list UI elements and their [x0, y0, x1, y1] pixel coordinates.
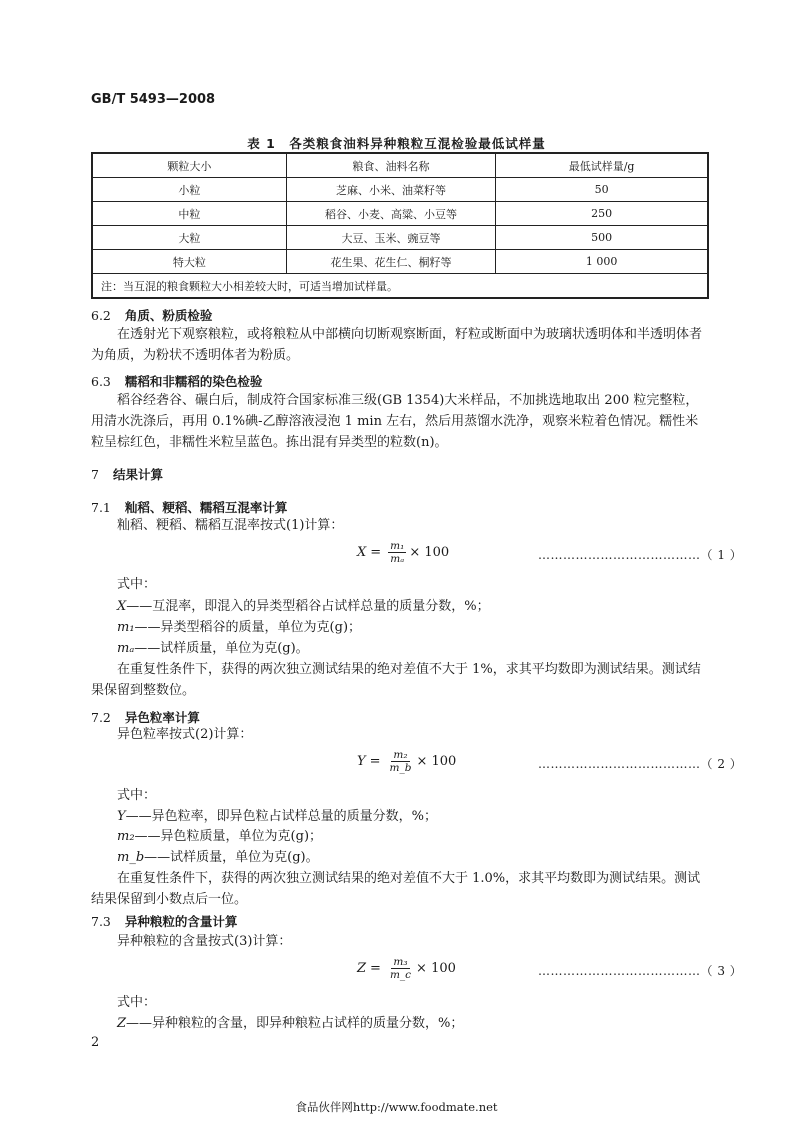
table-row — [92, 202, 708, 226]
table-cell: 特大粒 — [92, 250, 286, 274]
variable-symbol: Y — [117, 809, 126, 824]
section-title: 籼稻、粳稻、糯稻互混率计算 — [124, 500, 288, 515]
table-cell: 芝麻、小米、油菜籽等 — [286, 178, 495, 202]
table-cell: 大粒 — [92, 226, 286, 250]
fraction — [388, 956, 413, 981]
variable-desc: ——互混率，即混入的异类型稻谷占试样总量的质量分数，%； — [126, 599, 490, 614]
section-6-2-body: 在透射光下观察粮粒，或将粮粒从中部横向切断观察断面，籽粒或断面中为玻璃状透明体和半透明体者为角质，为粉状不透明体者为粉质。 — [91, 327, 703, 363]
formula-multiplier: × 100 — [416, 961, 456, 976]
denominator: m_b — [389, 762, 412, 774]
section-title: 异色粒率计算 — [124, 710, 200, 725]
variable-def — [117, 826, 322, 847]
variable-symbol: mₐ — [117, 641, 135, 656]
where-label: 式中： — [117, 788, 157, 803]
section-title: 结果计算 — [112, 467, 163, 482]
section-7-3-heading — [91, 912, 237, 930]
table-cell: 500 — [496, 226, 708, 250]
fraction — [388, 749, 414, 774]
table-cell: 小粒 — [92, 178, 286, 202]
column-header: 颗粒大小 — [92, 153, 286, 178]
where-label: 式中： — [117, 995, 157, 1010]
min-sample-table — [91, 152, 709, 299]
variable-def — [117, 596, 490, 617]
table-cell: 1 000 — [496, 250, 708, 274]
page-number: 2 — [91, 1035, 100, 1050]
variable-symbol: m₂ — [117, 829, 135, 844]
section-number: 6.3 — [91, 374, 111, 389]
section-title: 糯稻和非糯稻的染色检验 — [124, 374, 263, 389]
table-cell: 花生果、花生仁、桐籽等 — [286, 250, 495, 274]
variable-def — [117, 847, 319, 868]
section-7-1-heading — [91, 498, 287, 516]
variable-def — [117, 806, 437, 827]
variable-symbol: Z — [117, 1016, 127, 1031]
table-cell: 50 — [496, 178, 708, 202]
formula-2: Y = $\frac{\text{m₂}}{m\_b}$ × 100 — [357, 749, 457, 774]
numerator: m₁ — [390, 540, 405, 552]
fraction — [388, 540, 406, 565]
variable-desc: ——异类型稻谷的质量，单位为克(g)； — [134, 620, 362, 635]
equation-number: …………………………………（ 2 ） — [538, 757, 743, 771]
variable-desc: ——异色粒率，即异色粒占试样总量的质量分数，%； — [125, 809, 437, 824]
numerator: m₂ — [393, 749, 408, 761]
variable-def — [117, 638, 309, 659]
section-number: 6.2 — [91, 308, 111, 323]
table-row — [92, 226, 708, 250]
section-number: 7.2 — [91, 710, 111, 725]
section-7-heading — [91, 465, 163, 483]
variable-def — [117, 1013, 463, 1034]
section-number: 7.1 — [91, 500, 111, 515]
standard-number: GB/T 5493—2008 — [91, 92, 216, 107]
formula-2-intro: 异色粒率按式(2)计算： — [117, 727, 253, 742]
table-cell: 稻谷、小麦、高粱、小豆等 — [286, 202, 495, 226]
formula-lhs: X — [357, 545, 367, 560]
table-row — [92, 250, 708, 274]
equation-number: …………………………………（ 3 ） — [538, 964, 743, 978]
variable-symbol: m_b — [117, 850, 145, 865]
section-title: 异种粮粒的含量计算 — [124, 914, 238, 929]
variable-desc: ——试样质量，单位为克(g)。 — [134, 641, 309, 656]
variable-symbol: X — [117, 599, 127, 614]
formula-multiplier: × 100 — [409, 545, 450, 560]
formula-lhs: Z — [357, 961, 367, 976]
table-cell: 中粒 — [92, 202, 286, 226]
formula-3: Z = $\frac{\text{m₃}}{m\_c}$ × 100 — [357, 956, 456, 981]
formula-1: X = $\frac{\text{m₁}}{\text{mₐ}}$ × 100 — [357, 540, 450, 565]
section-number: 7 — [91, 467, 99, 482]
repeatability-note: 在重复性条件下，获得的两次独立测试结果的绝对差值不大于 1.0%，求其平均数即为测试结果。测试结果保留到小数点后一位。 — [91, 871, 701, 907]
section-6-3-body: 稻谷经砻谷、碾白后，制成符合国家标准三级(GB 1354)大米样品，不加挑选地取出 200 粒完整粒，用清水洗涤后，再用 0.1%碘-乙醇溶液浸泡 1 min 左右，然后用蒸馏水洗净，观察米粒着色情况。糯性米粒呈棕红色，非糯性米粒呈蓝色。拣出混有异类型的粒数(n)。 — [91, 393, 699, 450]
column-header: 最低试样量/g — [496, 153, 708, 178]
table-row — [92, 178, 708, 202]
table-header-row — [92, 153, 708, 178]
variable-def — [117, 617, 361, 638]
denominator: m_c — [389, 969, 412, 981]
formula-lhs: Y — [357, 754, 366, 769]
table-note-row — [92, 274, 708, 299]
equation-number: …………………………………（ 1 ） — [538, 548, 743, 562]
repeatability-note: 在重复性条件下，获得的两次独立测试结果的绝对差值不大于 1%，求其平均数即为测试结果。测试结果保留到整数位。 — [91, 662, 701, 698]
table-cell: 大豆、玉米、豌豆等 — [286, 226, 495, 250]
denominator: mₐ — [390, 553, 405, 565]
variable-desc: ——异色粒质量，单位为克(g)； — [134, 829, 323, 844]
section-6-3-heading — [91, 372, 262, 390]
section-title: 角质、粉质检验 — [124, 308, 213, 323]
table-caption: 表 1 各类粮食油料异种粮粒互混检验最低试样量 — [247, 136, 546, 151]
section-6-2-heading — [91, 306, 212, 324]
formula-1-intro: 籼稻、粳稻、糯稻互混率按式(1)计算： — [117, 518, 344, 533]
numerator: m₃ — [393, 956, 408, 968]
where-label: 式中： — [117, 577, 157, 592]
table-cell: 250 — [496, 202, 708, 226]
table-note: 注：当互混的粮食颗粒大小相差较大时，可适当增加试样量。 — [92, 274, 708, 299]
formula-3-intro: 异种粮粒的含量按式(3)计算： — [117, 934, 292, 949]
variable-desc: ——异种粮粒的含量，即异种粮粒占试样的质量分数，%； — [126, 1016, 464, 1031]
variable-symbol: m₁ — [117, 620, 135, 635]
formula-multiplier: × 100 — [416, 754, 457, 769]
variable-desc: ——试样质量，单位为克(g)。 — [144, 850, 319, 865]
footer-watermark: 食品伙伴网http://www.foodmate.net — [295, 1100, 498, 1114]
section-number: 7.3 — [91, 914, 111, 929]
column-header: 粮食、油料名称 — [286, 153, 495, 178]
